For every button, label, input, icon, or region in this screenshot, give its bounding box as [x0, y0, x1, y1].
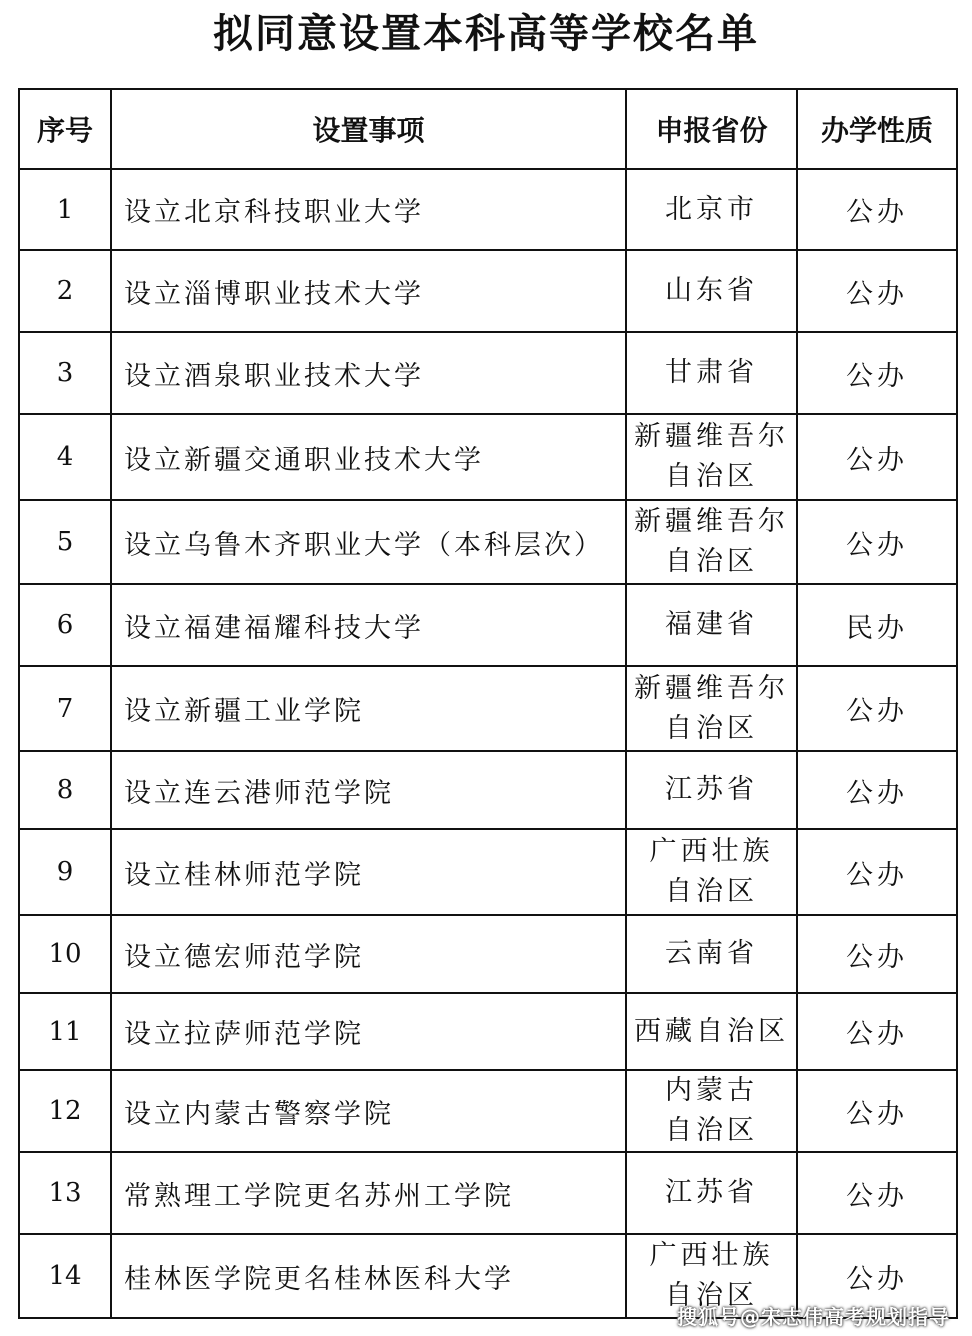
school-list-table — [18, 88, 958, 1319]
province-line: 山东省 — [665, 275, 758, 306]
row-item: 设立淄博职业技术大学 — [111, 250, 626, 332]
province-line: 新疆维吾尔 — [634, 421, 789, 452]
header-item: 设置事项 — [111, 89, 626, 169]
row-item: 设立乌鲁木齐职业大学（本科层次） — [111, 500, 626, 584]
row-nature: 公办 — [797, 666, 957, 751]
row-province — [626, 584, 797, 666]
row-nature: 公办 — [797, 250, 957, 332]
row-item: 设立新疆交通职业技术大学 — [111, 414, 626, 500]
row-province — [626, 829, 797, 915]
table-row — [19, 993, 957, 1070]
header-nature: 办学性质 — [797, 89, 957, 169]
row-number: 6 — [19, 584, 111, 666]
table-body — [19, 169, 957, 1318]
province-line: 福建省 — [665, 609, 758, 640]
row-number: 10 — [19, 915, 111, 993]
row-province — [626, 915, 797, 993]
row-nature: 公办 — [797, 500, 957, 584]
province-line: 江苏省 — [665, 1177, 758, 1208]
province-line: 内蒙古 — [665, 1075, 758, 1106]
row-number: 4 — [19, 414, 111, 500]
table-row — [19, 751, 957, 829]
table-row — [19, 414, 957, 500]
table-row — [19, 169, 957, 250]
province-line: 江苏省 — [665, 774, 758, 805]
province-line: 自治区 — [665, 1115, 758, 1146]
row-province — [626, 1070, 797, 1152]
row-number: 8 — [19, 751, 111, 829]
row-item: 设立德宏师范学院 — [111, 915, 626, 993]
table-row — [19, 1152, 957, 1234]
row-province — [626, 993, 797, 1070]
row-item: 设立福建福耀科技大学 — [111, 584, 626, 666]
province-line: 自治区 — [665, 712, 758, 744]
header-num: 序号 — [19, 89, 111, 169]
row-number: 2 — [19, 250, 111, 332]
province-line: 新疆维吾尔 — [634, 672, 789, 704]
province-line: 自治区 — [665, 546, 758, 577]
row-province — [626, 751, 797, 829]
row-number: 14 — [19, 1234, 111, 1318]
row-nature: 公办 — [797, 993, 957, 1070]
province-line: 西藏自治区 — [634, 1015, 789, 1047]
row-item: 设立新疆工业学院 — [111, 666, 626, 751]
row-number: 1 — [19, 169, 111, 250]
row-number: 13 — [19, 1152, 111, 1234]
row-nature: 公办 — [797, 1070, 957, 1152]
row-province — [626, 1152, 797, 1234]
row-item: 常熟理工学院更名苏州工学院 — [111, 1152, 626, 1234]
province-line: 广西壮族 — [649, 836, 774, 867]
province-line: 甘肃省 — [665, 357, 758, 388]
row-number: 11 — [19, 993, 111, 1070]
row-number: 3 — [19, 332, 111, 414]
table-header-row — [19, 89, 957, 169]
table-row — [19, 584, 957, 666]
row-item: 设立连云港师范学院 — [111, 751, 626, 829]
table-row — [19, 829, 957, 915]
table-row — [19, 500, 957, 584]
row-nature: 公办 — [797, 414, 957, 500]
row-item: 设立拉萨师范学院 — [111, 993, 626, 1070]
province-line: 北京市 — [665, 193, 758, 225]
row-number: 5 — [19, 500, 111, 584]
table-row — [19, 666, 957, 751]
row-nature: 公办 — [797, 915, 957, 993]
province-line: 自治区 — [665, 461, 758, 492]
row-item: 桂林医学院更名桂林医科大学 — [111, 1234, 626, 1318]
table-row — [19, 915, 957, 993]
row-number: 12 — [19, 1070, 111, 1152]
row-nature: 公办 — [797, 332, 957, 414]
row-province — [626, 332, 797, 414]
row-item: 设立内蒙古警察学院 — [111, 1070, 626, 1152]
province-line: 新疆维吾尔 — [634, 506, 789, 537]
row-province — [626, 500, 797, 584]
row-nature: 公办 — [797, 751, 957, 829]
row-item: 设立酒泉职业技术大学 — [111, 332, 626, 414]
row-nature: 公办 — [797, 829, 957, 915]
row-nature: 公办 — [797, 1234, 957, 1318]
row-number: 7 — [19, 666, 111, 751]
table-row — [19, 250, 957, 332]
row-nature: 民办 — [797, 584, 957, 666]
row-number: 9 — [19, 829, 111, 915]
province-line: 广西壮族 — [649, 1240, 774, 1271]
row-nature: 公办 — [797, 1152, 957, 1234]
watermark: 搜狐号@宋志伟高考规划指导 — [677, 1305, 950, 1329]
table-row — [19, 332, 957, 414]
row-province — [626, 666, 797, 751]
header-province: 申报省份 — [626, 89, 797, 169]
table-row — [19, 1070, 957, 1152]
province-line: 自治区 — [665, 876, 758, 907]
row-nature: 公办 — [797, 169, 957, 250]
row-province — [626, 250, 797, 332]
row-province — [626, 414, 797, 500]
row-province — [626, 169, 797, 250]
page-title: 拟同意设置本科高等学校名单 — [213, 10, 759, 57]
row-item: 设立桂林师范学院 — [111, 829, 626, 915]
province-line: 自治区 — [665, 1280, 758, 1311]
row-item: 设立北京科技职业大学 — [111, 169, 626, 250]
province-line: 云南省 — [665, 938, 758, 969]
